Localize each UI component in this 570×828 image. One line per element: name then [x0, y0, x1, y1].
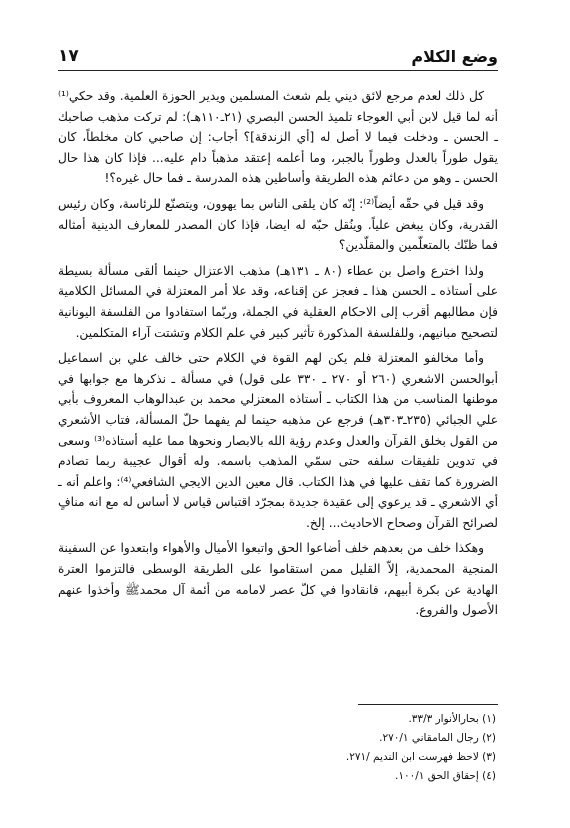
- footnote-4: (٤) إحقاق الحق ١٠٠/١.: [394, 770, 496, 782]
- page-number: ١٧: [58, 46, 79, 66]
- footnote-divider: [358, 704, 498, 705]
- footnotes: [58, 710, 496, 786]
- paragraph-2: وقد قيل في حقّه أيضاً⁽²⁾: إنّه كان يلقى الناس بما يهوون، ويتصنّع للرئاسة، وكان رئيس القدرية، وكان يبغض علياً. وينُقل حبّه له ايضا، فإذا كان المصدر للمعارف الدينية أمثاله فما ظنّك بالمتعلّمين والمقلّدين؟: [58, 196, 498, 253]
- paragraph-4: وأما مخالفو المعتزلة فلم يكن لهم القوة في الكلام حتى خالف علي بن اسماعيل أبوالحسن الاشعري (٢٦٠ أو ٢٧٠ ـ ٣٣٠ على قول) في مسألة ـ نذكرها مع جوابها في موطنها المناسب من هذا الكتاب ـ أستاذه المعتزلي محمد بن عبدالوهاب المعروف بأبي علي الجبائي (٢٣٥ـ٣٠٣هـ) فرجع عن مذهبه حينما لم يفهما حلّ المسألة، فتاب الأشعري من القول بخلق القرآن والعدل وعدم رؤية الله بالابصار ونحوها مما عليه أستاذه⁽³⁾ وسعى في تدوين تلفيقات سلفه حتى سمّي المذهب باسمه. وله أقوال عجيبة ربما تصادم الضرورة كما تقف عليها في هذا الكتاب. قال معين الدين الايجي الشافعي⁽⁴⁾: واعلم أنه ـ أي الاشعري ـ قد يرعوي إلى عقيدة جديدة بمجرّد اقتباس قياس لا أساس له مع انه منافٍ لصرائح القرآن وصحاح الاحاديث... إلخ.: [58, 351, 499, 530]
- footnote-2: (٢) رجال المامقاني ٢٧٠/١.: [379, 732, 496, 744]
- paragraph-1: كل ذلك لعدم مرجع لائق ديني يلم شعث المسلمين ويدير الحوزة العلمية. وقد حكي⁽¹⁾ أنه لما قيل لابن أبي العوجاء تلميذ الحسن البصري (٢١ـ١١٠هـ): لم تركت مذهب صاحبك ـ الحسن ـ ودخلت فيما لا أصل له [أي الزندقة]؟ أجاب: إن صاحبي كان مخلطاً، كان يقول طوراً بالعدل وطوراً بالجبر، وما أعلمه إعتقد مذهباً دام عليه... فإذا كان هذا حال الحسن ـ وهو من دعائم هذه الطريقة وأساطين هذه المدرسة ـ فما حال غيره؟!: [58, 89, 498, 186]
- footnote-3: (٣) لاحظ فهرست ابن النديم /٢٧١.: [345, 751, 496, 763]
- footnote-1: (١) بحارالأنوار ٣٣/٣.: [408, 713, 496, 725]
- paragraph-3: ولذا اخترع واصل بن عطاء (٨٠ ـ ١٣١هـ) مذهب الاعتزال حينما ألقى مسألة بسيطة على أستاذه ـ الحسن هذا ـ فعجز عن إقناعه، وقد علا أمر المعتزلة في المسائل الكلامية فإن مطالبهم أقرب إلى الاحكام العقلية في الجملة، وربّما استفادوا من الفلسفة اليونانية لتصحيح مبانيهم، وللفلسفة المذكورة تأثير كبير في علم الكلام وتشتت آراء المتكلمين.: [58, 263, 498, 340]
- paragraph-5: وهكذا خلف من بعدهم خلف أضاعوا الحق واتبعوا الأميال والأهواء وابتعدوا عن السفينة المنجية المحمدية، إلاّ القليل ممن استقاموا على الطريقة الوسطى فالتزموا العترة الهادية عن بكرة أبيهم، فانقادوا في كلّ عصر لامامه من أئمة آل محمدﷺ وأخذوا عنهم الأصول والفروع.: [58, 541, 498, 618]
- running-title: وضع الكلام: [411, 47, 498, 66]
- page-header: [58, 30, 498, 71]
- body-text: [58, 86, 498, 626]
